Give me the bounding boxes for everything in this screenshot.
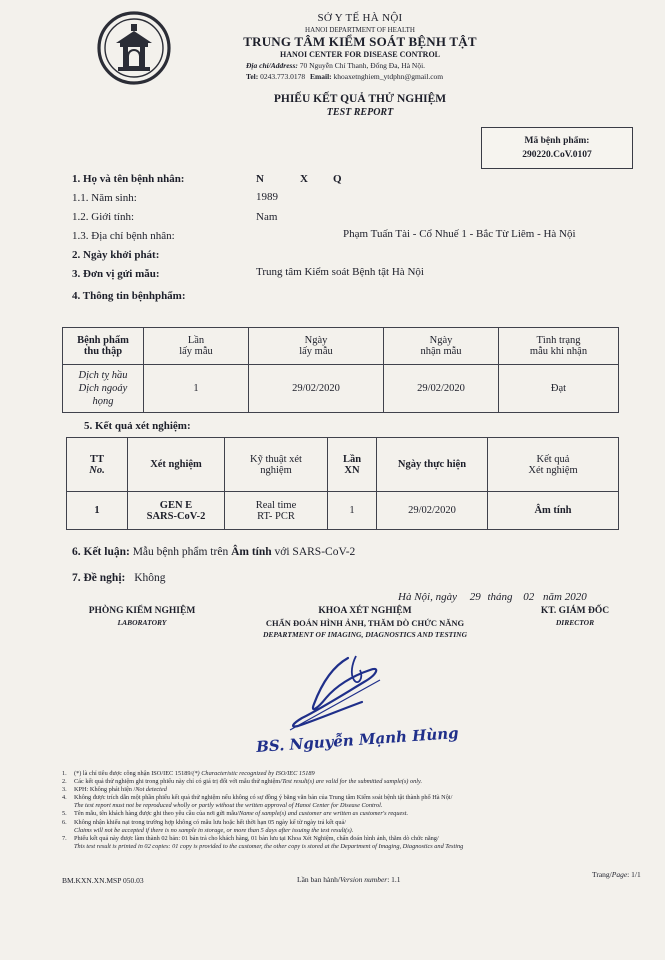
conclusion-label: 6. Kết luận: [72,546,130,558]
dept-title: KHOA XÉT NGHIỆM [318,606,412,616]
hanoi-cdc-logo [96,10,172,86]
report-title-en: TEST REPORT [326,107,394,118]
patient-name-initial-2: X [300,173,308,185]
patient-name-label: 1. Họ và tên bệnh nhân: [72,173,185,185]
receipt-date-col-header: Ngày nhận mẫu [384,328,499,365]
dept-title-2: CHẨN ĐOÁN HÌNH ẢNH, THĂM DÒ CHỨC NĂNG [265,618,465,628]
specimen-col-header: Bệnh phẩm thu thập [63,328,144,365]
specimen-info-label: 4. Thông tin bệnhphẩm: [72,290,186,302]
sender-label: 3. Đơn vị gửi mẫu: [72,268,160,280]
department-name-en: HANOI DEPARTMENT OF HEALTH [305,26,415,34]
technique-col-header: Kỹ thuật xét nghiệm [225,438,328,492]
result-cell: Âm tính [488,492,619,530]
report-title: PHIẾU KẾT QUẢ THỬ NGHIỆM [273,93,447,105]
email-label: Email: [309,72,332,81]
footnote: 3. KPH: Không phát hiện /Not detected [62,786,167,794]
footnote: 5. Tên mẫu, tên khách hàng được ghi theo yêu cầu của nơi gửi mẫu/Name of sample(s) and customer are written as customer's request. [62,810,409,818]
footnote: 2. Các kết quả thử nghiệm ghi trong phiếu này chỉ có giá trị đối với mẫu thử nghiệm/Test result(s) are valid for the submitted sample(s) only. [62,778,423,786]
collection-date-cell: 29/02/2020 [249,365,384,413]
address-value: 70 Nguyễn Chí Thanh, Đống Đa, Hà Nội. [299,61,426,70]
table-row [63,365,619,413]
footnote: 1. (*) là chỉ tiêu được công nhận ISO/IEC 15189/(*) Characteristic recognized by ISO/IEC 15189 [62,770,315,777]
email-value: khoaxetnghiem_ytdphn@gmail.com [333,72,444,81]
test-date-cell: 29/02/2020 [377,492,488,530]
sample-code-value: 290220.CoV.0107 [522,150,592,160]
test-date-col-header: Ngày thực hiện [377,438,488,492]
test-times-col-header: Lần XN [328,438,377,492]
collection-date-col-header: Ngày lấy mẫu [249,328,384,365]
footnotes [62,770,463,851]
status-col-header: Tình trạng mẫu khi nhận [499,328,619,365]
center-name-en: HANOI CENTER FOR DISEASE CONTROL [279,50,441,59]
no-col-header: TT No. [67,438,128,492]
footnote: 6. Không nhận khiếu nại trong trường hợp không có mẫu lưu hoặc hết thời hạn 05 ngày kể từ ngày trả kết quả/ [62,818,347,826]
footnote: This test result is printed in 02 copies: 01 copy is provided to the customer, the other copy is stored at the Department of Imaging, Diagnostics and Testing [74,842,464,850]
receipt-date-cell: 29/02/2020 [384,365,499,413]
footnote: 7. Phiếu kết quả này được làm thành 02 bản: 01 bản trả cho khách hàng, 01 bản lưu tại Khoa Xét Nghiệm, chẩn đoán hình ảnh, thăm dò chức năng/ [62,834,439,842]
conclusion [72,546,355,558]
tel-value: 0243.773.0178 [260,72,306,81]
patient-address-value: Phạm Tuấn Tài - Cổ Nhuế 1 - Bắc Từ Liêm - Hà Nội [343,228,576,240]
recommendation-text: Không [134,572,166,584]
sample-code-label: Mã bệnh phẩm: [524,136,590,146]
birth-year-value: 1989 [256,191,278,203]
status-cell: Đạt [499,365,619,413]
conclusion-text-before: Mẫu bệnh phẩm trên [132,546,229,558]
lab-title: PHÒNG KIỂM NGHIỆM [88,606,196,616]
sampling-times-cell: 1 [144,365,249,413]
test-cell: GEN E SARS-CoV-2 [128,492,225,530]
table-row [67,492,619,530]
recommendation-label: 7. Đề nghị: [72,572,126,584]
sex-label: 1.2. Giới tính: [72,211,135,223]
sender-value: Trung tâm Kiểm soát Bệnh tật Hà Nội [256,266,424,278]
footnote: The test report must not be reproduced wholly or partly without the written approval of Hanoi Center for Disease Control. [74,802,383,810]
birth-year-label: 1.1. Năm sinh: [72,192,137,204]
footnote: Claims will not be accepted if there is no sample in storage, or more than 5 days after issuing the test result(s). [74,826,354,834]
dept-title-en: DEPARTMENT OF IMAGING, DIAGNOSTICS AND TESTING [262,630,468,639]
patient-name-initial-3: Q [333,173,342,185]
lab-title-en: LABORATORY [117,618,167,627]
conclusion-text-after: với SARS-CoV-2 [274,546,356,558]
no-cell: 1 [67,492,128,530]
results-table [66,437,619,530]
version-info: Lần ban hành/Version number: 1.1 [297,875,401,884]
center-name: TRUNG TÂM KIỂM SOÁT BỆNH TẬT [243,34,477,49]
form-code: BM.KXN.XN.MSP 050.03 [62,876,144,885]
tel-label: Tel: [246,72,259,81]
director-title: KT. GIÁM ĐỐC [540,606,610,616]
page-info: Trang/Page: 1/1 [592,870,641,879]
onset-date-label: 2. Ngày khởi phát: [72,249,160,261]
specimen-table [62,327,619,413]
patient-name-initial-1: N [256,173,264,185]
test-col-header: Xét nghiệm [128,438,225,492]
technique-cell: Real time RT- PCR [225,492,328,530]
sample-code-box [481,127,633,169]
footnote: 4. Không được trích dẫn một phần phiếu kết quả thử nghiệm nếu không có sự đồng ý bằng văn bản của Trung tâm Kiểm soát bệnh tật thành phố Hà Nội/ [62,794,453,802]
address-label: Địa chỉ/Address: [246,61,298,70]
doctor-name: BS. Nguyễn Mạnh Hùng [255,723,460,757]
conclusion-result: Âm tính [231,546,272,558]
department-name: SỞ Y TẾ HÀ NỘI [317,12,403,24]
results-label: 5. Kết quả xét nghiệm: [84,420,191,432]
director-title-en: DIRECTOR [555,618,595,627]
recommendation [72,572,166,584]
test-times-cell: 1 [328,492,377,530]
specimen-type-cell: Dịch tỵ hầu Dịch ngoáy họng [63,365,144,413]
sampling-times-col-header: Lần lấy mẫu [144,328,249,365]
sex-value: Nam [256,211,278,223]
result-col-header: Kết quả Xét nghiệm [488,438,619,492]
results-table-header [67,438,619,492]
center-address [246,61,425,70]
specimen-table-header [63,328,619,365]
signing-date: Hà Nội, ngày 29 tháng 02 năm 2020 [398,591,587,603]
patient-address-label: 1.3. Địa chỉ bệnh nhân: [72,230,175,242]
center-contact [246,72,443,81]
